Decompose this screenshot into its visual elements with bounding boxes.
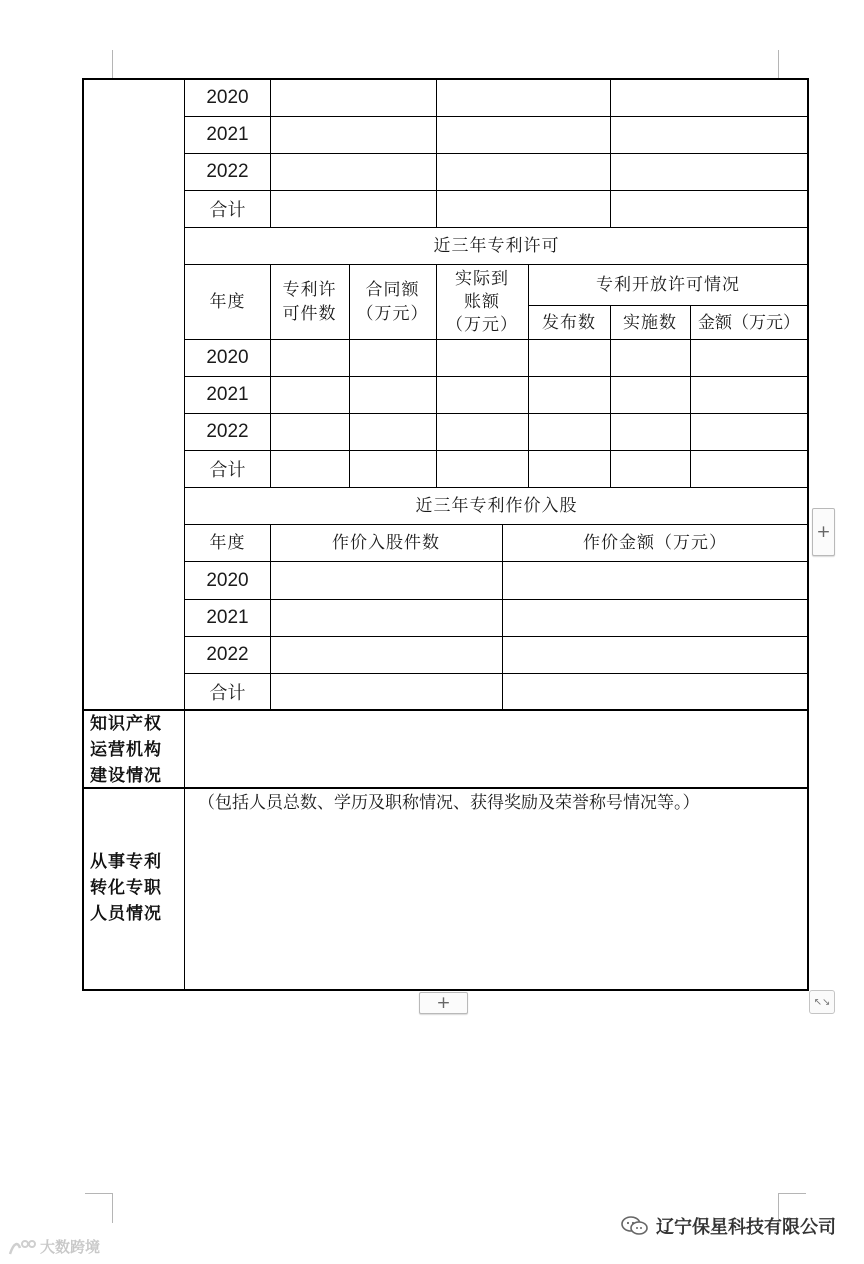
table-border-left [82,78,84,991]
year-cell: 2021 [206,124,249,145]
crop-mark-top-left-v [112,50,113,78]
row-rule [185,599,808,600]
total-cell: 合计 [209,460,246,481]
equity-amount-header: 作价金额（万元） [583,533,727,553]
year-cell: 2022 [206,644,249,665]
crop-mark-bottom-left-v [112,1193,113,1223]
watermark [8,1236,100,1257]
license-section-title: 近三年专利许可 [433,236,560,256]
license-contract-header: 合同额 （万元） [356,280,429,324]
staff-note: （包括人员总数、学历及职称情况、获得奖励及荣誉称号情况等。） [198,793,700,813]
year-header: 年度 [209,533,246,553]
implement-count-header: 实施数 [623,312,677,333]
plus-icon: + [436,993,451,1013]
row-rule [185,450,808,451]
equity-count-header: 作价入股件数 [332,533,440,553]
watermark-logo-icon [8,1238,36,1256]
add-row-button[interactable] [419,992,468,1014]
year-cell: 2020 [206,347,249,368]
year-cell: 2021 [206,384,249,405]
col-rule [610,79,611,227]
open-license-header: 专利开放许可情况 [596,275,740,295]
footer-company [620,1213,836,1239]
watermark-text: 大数跨境 [40,1238,101,1256]
plus-icon: + [816,522,831,542]
company-name: 辽宁保星科技有限公司 [656,1217,836,1238]
license-actual-header: 实际到 账额 （万元） [446,268,518,335]
year-cell: 2022 [206,421,249,442]
total-cell: 合计 [209,682,246,704]
ip-operation-org-label: 知识产权 运营机构 建设情况 [90,714,162,786]
row-rule [185,636,808,637]
total-cell: 合计 [209,200,246,221]
row-rule [185,339,808,340]
row-rule [185,413,808,414]
wechat-icon [620,1215,650,1237]
col-rule [270,79,271,227]
row-rule [185,673,808,674]
row-rule [185,376,808,377]
row-rule [185,116,808,117]
year-header: 年度 [209,292,246,312]
table-resize-handle[interactable] [809,990,835,1014]
add-column-button[interactable] [812,508,835,556]
year-cell: 2020 [206,87,249,108]
resize-icon: ↖↘ [813,996,831,1008]
amount-header: 金额（万元） [698,312,800,333]
col-rule [436,79,437,227]
row-rule [185,153,808,154]
row-rule [185,561,808,562]
publish-count-header: 发布数 [542,312,596,333]
row-rule [185,190,808,191]
patent-staff-label: 从事专利 转化专职 人员情况 [90,852,162,924]
section-rule [83,709,808,711]
crop-mark-top-right-v [778,50,779,78]
year-cell: 2020 [206,569,249,591]
equity-section-title: 近三年专利作价入股 [415,496,578,516]
year-cell: 2022 [206,161,249,182]
year-cell: 2021 [206,607,249,628]
table-border-bottom [82,989,809,991]
crop-mark-bottom-left-h [85,1193,113,1194]
crop-mark-bottom-right-h [778,1193,806,1194]
license-count-header: 专利许 可件数 [282,280,337,324]
